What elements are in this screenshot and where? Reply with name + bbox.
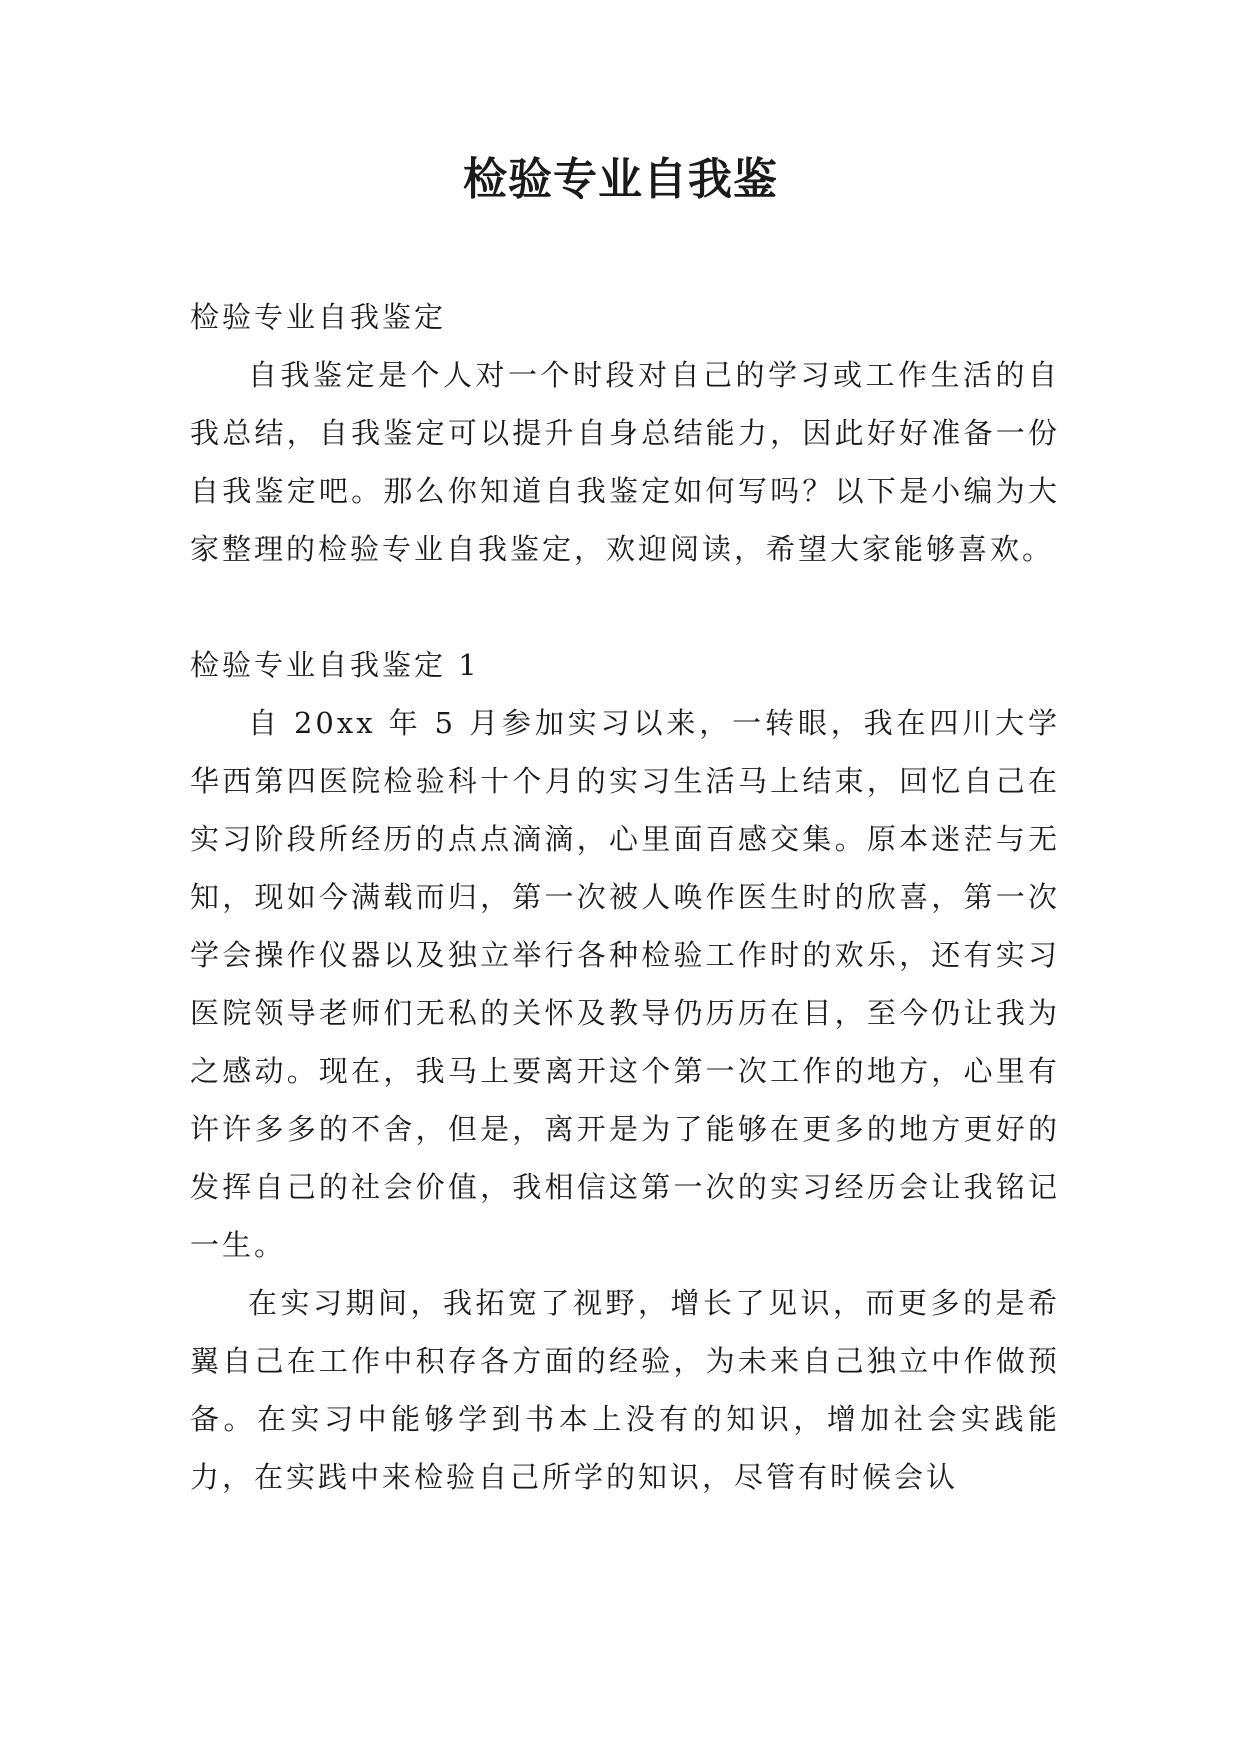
intro-paragraph: 自我鉴定是个人对一个时段对自己的学习或工作生活的自我总结，自我鉴定可以提升自身总结能力，因此好好准备一份自我鉴定吧。那么你知道自我鉴定如何写吗？以下是小编为大家整理的检验专业自我鉴定，欢迎阅读，希望大家能够喜欢。 (190, 358, 1060, 566)
document-title: 检验专业自我鉴 (463, 154, 778, 205)
section1-paragraph-2: 在实习期间，我拓宽了视野，增长了见识，而更多的是希翼自己在工作中积存各方面的经验，为未来自己独立中作做预备。在实习中能够学到书本上没有的知识，增加社会实践能力，在实践中来检验自己所学的知识，尽管有时候会认 (190, 1286, 1060, 1494)
document-body (190, 288, 1060, 1506)
section1-paragraph-1: 自 20xx 年 5 月参加实习以来，一转眼，我在四川大学华西第四医院检验科十个月的实习生活马上结束，回忆自己在实习阶段所经历的点点滴滴，心里面百感交集。原本迷茫与无知，现如今满载而归，第一次被人唤作医生时的欣喜，第一次学会操作仪器以及独立举行各种检验工作时的欢乐，还有实习医院领导老师们无私的关怀及教导仍历历在目，至今仍让我为之感动。现在，我马上要离开这个第一次工作的地方，心里有许许多多的不舍，但是，离开是为了能够在更多的地方更好的发挥自己的社会价值，我相信这第一次的实习经历会让我铭记一生。 (190, 706, 1060, 1262)
section-spacer (190, 578, 1060, 636)
intro-heading: 检验专业自我鉴定 (190, 300, 447, 334)
section1-heading: 检验专业自我鉴定 1 (190, 648, 480, 682)
